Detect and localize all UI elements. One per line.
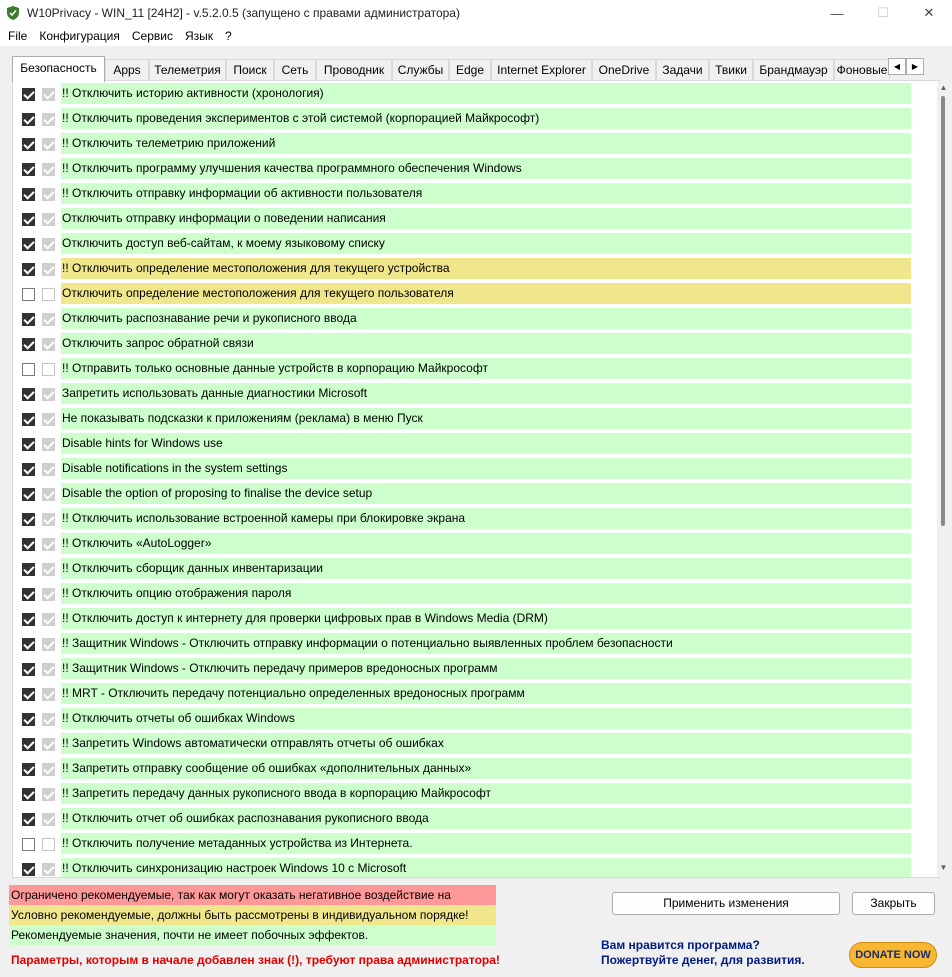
tab-search[interactable]: Поиск — [226, 59, 274, 81]
window-title: W10Privacy - WIN_11 [24H2] - v.5.2.0.5 (запущено с правами администратора) — [27, 6, 460, 20]
setting-recommended-checkbox — [42, 563, 55, 576]
setting-recommended-checkbox — [42, 238, 55, 251]
setting-label[interactable]: !! Запретить передачу данных рукописного ввода в корпорацию Майкрософт — [61, 783, 911, 804]
setting-label[interactable]: !! Запретить Windows автоматически отправлять отчеты об ошибках — [61, 733, 911, 754]
setting-label[interactable]: !! Отключить программу улучшения качества программного обеспечения Windows — [61, 158, 911, 179]
setting-label[interactable]: !! MRT - Отключить передачу потенциально определенных вредоносных программ — [61, 683, 911, 704]
setting-recommended-checkbox — [42, 338, 55, 351]
setting-label[interactable]: !! Отключить историю активности (хронология) — [61, 83, 911, 104]
window-controls — [814, 0, 952, 26]
setting-checkbox[interactable] — [22, 438, 35, 451]
setting-checkbox[interactable] — [22, 763, 35, 776]
tab-edge[interactable]: Edge — [449, 59, 491, 81]
tab-telemetry[interactable]: Телеметрия — [149, 59, 226, 81]
close-button[interactable]: Закрыть — [852, 892, 935, 915]
tab-panel — [12, 80, 940, 878]
setting-label[interactable]: Disable the option of proposing to finalise the device setup — [61, 483, 911, 504]
setting-row — [13, 731, 939, 756]
setting-label[interactable]: Запретить использовать данные диагностики Microsoft — [61, 383, 911, 404]
setting-row — [13, 506, 939, 531]
setting-recommended-checkbox — [42, 838, 55, 851]
setting-label[interactable]: !! Отключить определение местоположения для текущего устройства — [61, 258, 911, 279]
setting-checkbox[interactable] — [22, 113, 35, 126]
setting-checkbox[interactable] — [22, 588, 35, 601]
setting-row — [13, 606, 939, 631]
donate-line-1: Вам нравится программа? — [601, 938, 760, 952]
donate-message — [601, 938, 805, 968]
setting-recommended-checkbox — [42, 863, 55, 876]
setting-label[interactable]: Disable notifications in the system settings — [61, 458, 911, 479]
admin-rights-note: Параметры, которым в начале добавлен знак (!), требуют права администратора! — [11, 953, 500, 967]
setting-checkbox[interactable] — [22, 213, 35, 226]
setting-checkbox[interactable] — [22, 388, 35, 401]
setting-recommended-checkbox — [42, 163, 55, 176]
setting-row — [13, 806, 939, 831]
menu-configuration[interactable]: Конфигурация — [39, 29, 120, 43]
tab-scroll-left-icon[interactable]: ◀ — [888, 58, 906, 75]
apply-changes-button[interactable]: Применить изменения — [612, 892, 840, 915]
setting-row — [13, 531, 939, 556]
menu-bar — [0, 26, 952, 46]
setting-row — [13, 331, 939, 356]
setting-recommended-checkbox — [42, 763, 55, 776]
tab-background[interactable]: Фоновые — [834, 59, 890, 81]
setting-recommended-checkbox — [42, 263, 55, 276]
legend-recommended: Рекомендуемые значения, почти не имеет побочных эффектов. — [9, 925, 496, 945]
setting-recommended-checkbox — [42, 538, 55, 551]
setting-checkbox[interactable] — [22, 738, 35, 751]
scroll-down-icon[interactable]: ▼ — [939, 863, 948, 872]
tab-network[interactable]: Сеть — [274, 59, 316, 81]
title-bar — [0, 0, 952, 26]
setting-label[interactable]: Disable hints for Windows use — [61, 433, 911, 454]
setting-row — [13, 106, 939, 131]
setting-label[interactable]: !! Отключить отправку информации об активности пользователя — [61, 183, 911, 204]
setting-row — [13, 81, 939, 106]
setting-checkbox[interactable] — [22, 513, 35, 526]
setting-checkbox[interactable] — [22, 563, 35, 576]
setting-row — [13, 381, 939, 406]
tab-firewall[interactable]: Брандмауэр — [753, 59, 834, 81]
setting-label[interactable]: Не показывать подсказки к приложениям (реклама) в меню Пуск — [61, 408, 911, 429]
setting-recommended-checkbox — [42, 288, 55, 301]
close-window-button[interactable]: ✕ — [923, 5, 935, 20]
setting-recommended-checkbox — [42, 713, 55, 726]
setting-row — [13, 781, 939, 806]
setting-checkbox[interactable] — [22, 863, 35, 876]
setting-recommended-checkbox — [42, 813, 55, 826]
minimize-button[interactable]: — — [830, 5, 844, 21]
setting-checkbox[interactable] — [22, 488, 35, 501]
tab-internet-explorer[interactable]: Internet Explorer — [491, 59, 592, 81]
scroll-thumb[interactable] — [941, 96, 945, 526]
setting-recommended-checkbox — [42, 388, 55, 401]
setting-checkbox[interactable] — [22, 288, 35, 301]
setting-row — [13, 831, 939, 856]
setting-row — [13, 181, 939, 206]
menu-help[interactable]: ? — [225, 29, 232, 43]
shield-icon — [5, 5, 21, 21]
vertical-scrollbar[interactable] — [937, 82, 950, 876]
setting-recommended-checkbox — [42, 313, 55, 326]
setting-label[interactable]: Отключить отправку информации о поведении написания — [61, 208, 911, 229]
setting-label[interactable]: !! Отключить получение метаданных устройства из Интернета. — [61, 833, 911, 854]
setting-row — [13, 431, 939, 456]
setting-row — [13, 281, 939, 306]
setting-label[interactable]: !! Отключить отчет об ошибках распознавания рукописного ввода — [61, 808, 911, 829]
setting-recommended-checkbox — [42, 438, 55, 451]
settings-list — [13, 81, 939, 877]
setting-label[interactable]: !! Отключить «AutoLogger» — [61, 533, 911, 554]
setting-row — [13, 756, 939, 781]
setting-checkbox[interactable] — [22, 163, 35, 176]
setting-label[interactable]: !! Отключить сборщик данных инвентаризации — [61, 558, 911, 579]
setting-recommended-checkbox — [42, 113, 55, 126]
setting-recommended-checkbox — [42, 588, 55, 601]
setting-label[interactable]: Отключить определение местоположения для текущего пользователя — [61, 283, 911, 304]
legend-conditional: Условно рекомендуемые, должны быть рассмотрены в индивидуальном порядке! — [9, 905, 496, 925]
tab-services[interactable]: Службы — [392, 59, 449, 81]
setting-checkbox[interactable] — [22, 463, 35, 476]
setting-label[interactable]: !! Отключить телеметрию приложений — [61, 133, 911, 154]
setting-row — [13, 356, 939, 381]
setting-recommended-checkbox — [42, 513, 55, 526]
setting-row — [13, 231, 939, 256]
setting-checkbox[interactable] — [22, 638, 35, 651]
setting-checkbox[interactable] — [22, 188, 35, 201]
setting-recommended-checkbox — [42, 88, 55, 101]
setting-recommended-checkbox — [42, 188, 55, 201]
menu-language[interactable]: Язык — [184, 29, 214, 43]
setting-label[interactable]: !! Отключить доступ к интернету для проверки цифровых прав в Windows Media (DRM) — [61, 608, 911, 629]
tab-security[interactable]: Безопасность — [12, 56, 105, 82]
setting-row — [13, 206, 939, 231]
setting-recommended-checkbox — [42, 138, 55, 151]
setting-row — [13, 556, 939, 581]
donate-line-2: Пожертвуйте денег, для развития. — [601, 953, 805, 967]
setting-label[interactable]: Отключить доступ веб-сайтам, к моему языковому списку — [61, 233, 911, 254]
setting-recommended-checkbox — [42, 213, 55, 226]
setting-row — [13, 256, 939, 281]
tab-strip — [12, 56, 924, 81]
setting-recommended-checkbox — [42, 463, 55, 476]
tab-onedrive[interactable]: OneDrive — [592, 59, 656, 81]
setting-label[interactable]: !! Защитник Windows - Отключить передачу примеров вредоносных программ — [61, 658, 911, 679]
setting-label[interactable]: Отключить запрос обратной связи — [61, 333, 911, 354]
setting-checkbox[interactable] — [22, 263, 35, 276]
tab-explorer[interactable]: Проводник — [316, 59, 392, 81]
scroll-up-icon[interactable]: ▲ — [939, 83, 948, 92]
maximize-button: ☐ — [877, 5, 889, 20]
donate-button[interactable]: DONATE NOW — [849, 942, 937, 968]
tab-scroll-right-icon[interactable]: ▶ — [906, 58, 924, 75]
setting-checkbox[interactable] — [22, 363, 35, 376]
setting-checkbox[interactable] — [22, 663, 35, 676]
setting-recommended-checkbox — [42, 363, 55, 376]
setting-checkbox[interactable] — [22, 813, 35, 826]
setting-row — [13, 856, 939, 877]
legend-restricted: Ограничено рекомендуемые, так как могут оказать негативное воздействие на — [9, 885, 496, 905]
setting-label[interactable]: !! Отключить отчеты об ошибках Windows — [61, 708, 911, 729]
setting-label[interactable]: !! Отключить проведения экспериментов с этой системой (корпорацией Майкрософт) — [61, 108, 911, 129]
setting-checkbox[interactable] — [22, 88, 35, 101]
setting-row — [13, 581, 939, 606]
setting-label[interactable]: !! Отключить синхронизацию настроек Windows 10 с Microsoft — [61, 858, 911, 877]
setting-row — [13, 481, 939, 506]
setting-recommended-checkbox — [42, 688, 55, 701]
setting-row — [13, 306, 939, 331]
setting-checkbox[interactable] — [22, 613, 35, 626]
menu-service[interactable]: Сервис — [131, 29, 173, 43]
setting-recommended-checkbox — [42, 488, 55, 501]
setting-recommended-checkbox — [42, 638, 55, 651]
tab-tasks[interactable]: Задачи — [656, 59, 709, 81]
setting-row — [13, 131, 939, 156]
setting-row — [13, 156, 939, 181]
setting-recommended-checkbox — [42, 413, 55, 426]
setting-recommended-checkbox — [42, 788, 55, 801]
setting-label[interactable]: Отключить распознавание речи и рукописного ввода — [61, 308, 911, 329]
setting-checkbox[interactable] — [22, 238, 35, 251]
setting-label[interactable]: !! Отключить использование встроенной камеры при блокировке экрана — [61, 508, 911, 529]
tab-tweaks[interactable]: Твики — [709, 59, 753, 81]
setting-recommended-checkbox — [42, 738, 55, 751]
setting-row — [13, 656, 939, 681]
setting-recommended-checkbox — [42, 663, 55, 676]
setting-row — [13, 631, 939, 656]
setting-recommended-checkbox — [42, 613, 55, 626]
setting-label[interactable]: !! Отключить опцию отображения пароля — [61, 583, 911, 604]
setting-checkbox[interactable] — [22, 413, 35, 426]
setting-checkbox[interactable] — [22, 713, 35, 726]
setting-checkbox[interactable] — [22, 338, 35, 351]
setting-checkbox[interactable] — [22, 838, 35, 851]
tab-apps[interactable]: Apps — [105, 59, 149, 81]
setting-row — [13, 406, 939, 431]
setting-checkbox[interactable] — [22, 538, 35, 551]
menu-file[interactable]: File — [8, 29, 28, 43]
setting-row — [13, 456, 939, 481]
setting-checkbox[interactable] — [22, 788, 35, 801]
setting-label[interactable]: !! Отправить только основные данные устройств в корпорацию Майкрософт — [61, 358, 911, 379]
setting-label[interactable]: !! Запретить отправку сообщение об ошибках «дополнительных данных» — [61, 758, 911, 779]
setting-checkbox[interactable] — [22, 688, 35, 701]
setting-checkbox[interactable] — [22, 313, 35, 326]
setting-row — [13, 681, 939, 706]
setting-label[interactable]: !! Защитник Windows - Отключить отправку информации о потенциально выявленных проблем безопасности — [61, 633, 911, 654]
setting-checkbox[interactable] — [22, 138, 35, 151]
setting-row — [13, 706, 939, 731]
